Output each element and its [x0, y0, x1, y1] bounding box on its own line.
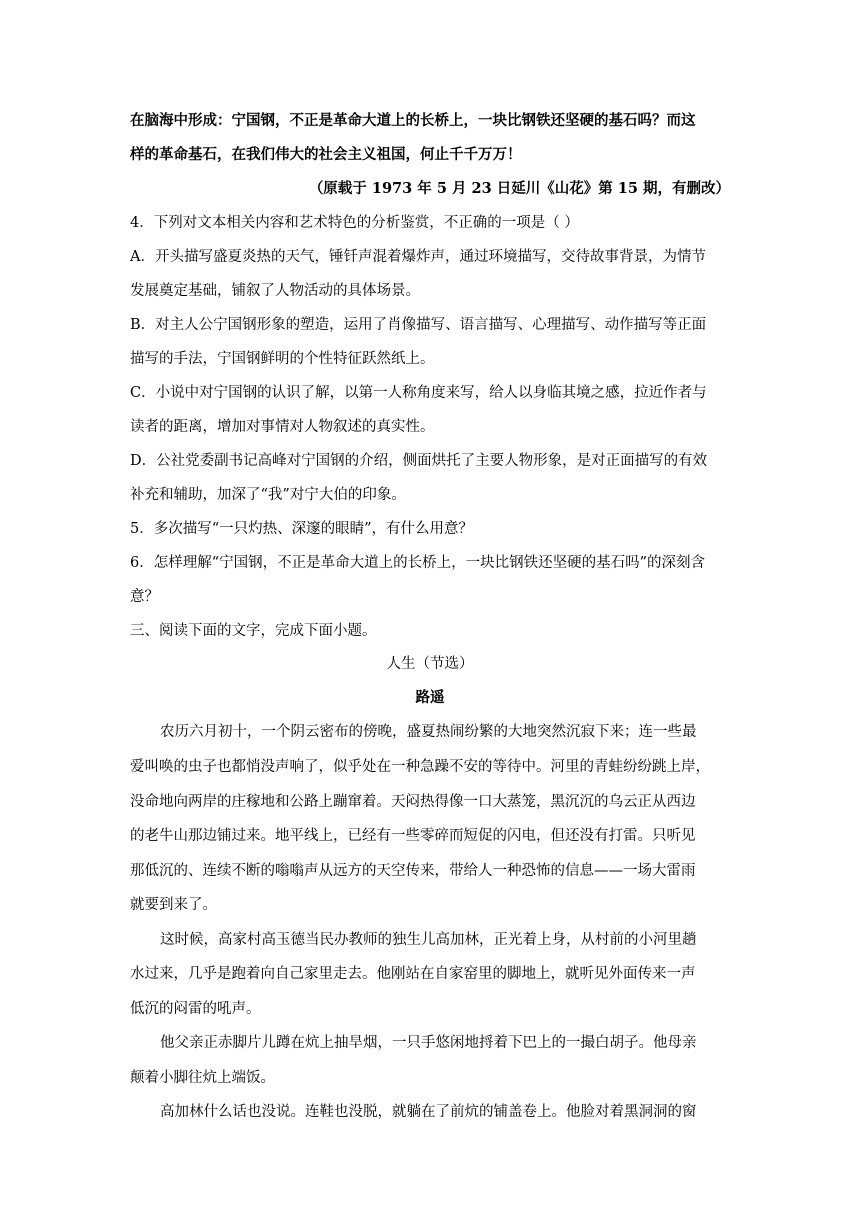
question-4-option-a-line-2: 发展奠定基础，铺叙了人物活动的具体场景。 — [130, 283, 420, 299]
paragraph-3-line-2: 颠着小脚往炕上端饭。 — [130, 1070, 275, 1086]
question-4-option-d-line-1: D．公社党委副书记高峰对宁国钢的介绍，侧面烘托了主要人物形象，是对正面描写的有效 — [130, 453, 708, 469]
question-4-stem: 4．下列对文本相关内容和艺术特色的分析鉴赏，不正确的一项是（ ） — [130, 215, 579, 231]
question-6-line-1: 6．怎样理解“宁国钢，不正是革命大道上的长桥上，一块比钢铁还坚硬的基石吗”的深刻含 — [130, 555, 706, 571]
paragraph-1-line-5: 那低沉的、连续不断的嗡嗡声从远方的天空传来，带给人一种恐怖的信息——一场大雷雨 — [130, 863, 696, 879]
question-4-option-b-line-1: B．对主人公宁国钢形象的塑造，运用了肖像描写、语言描写、心理描写、动作描写等正面 — [130, 317, 707, 333]
paragraph-3-line-1: 他父亲正赤脚片儿蹲在炕上抽旱烟，一只手悠闲地捋着下巴上的一撮白胡子。他母亲 — [160, 1035, 697, 1051]
question-4-option-d-line-2: 补充和辅助，加深了“我”对宁大伯的印象。 — [130, 487, 406, 503]
paragraph-1-line-6: 就要到来了。 — [130, 897, 217, 913]
question-6-line-2: 意？ — [130, 589, 159, 605]
paragraph-1-line-4: 的老牛山那边铺过来。地平线上，已经有一些零碎而短促的闪电，但还没有打雷。只听见 — [130, 828, 696, 844]
paragraph-2-line-2: 水过来，几乎是跑着向自己家里走去。他刚站在自家窑里的脚地上，就听见外面传来一声 — [130, 966, 696, 982]
question-4-option-c-line-1: C．小说中对宁国钢的认识了解，以第一人称角度来写，给人以身临其境之感，拉近作者与 — [130, 385, 707, 401]
paragraph-1-line-2: 爱叫唤的虫子也都悄没声响了，似乎处在一种急躁不安的等待中。河里的青蛙纷纷跳上岸， — [130, 759, 710, 775]
source-note: （原载于 1973 年 5 月 23 日延川《山花》第 15 期，有删改） — [308, 180, 730, 197]
paragraph-2-line-3: 低沉的闷雷的吼声。 — [130, 1001, 261, 1017]
paragraph-4-line-1: 高加林什么话也没说。连鞋也没脱，就躺在了前炕的铺盖卷上。他脸对着黑洞洞的窗 — [160, 1104, 697, 1120]
passage-tail-line-2: 样的革命基石，在我们伟大的社会主义祖国，何止千千万万！ — [130, 146, 522, 163]
story-title: 人生（节选） — [386, 656, 474, 672]
paragraph-1-line-1: 农历六月初十，一个阴云密布的傍晚，盛夏热闹纷繁的大地突然沉寂下来；连一些最 — [160, 724, 697, 740]
question-4-option-c-line-2: 读者的距离，增加对事情对人物叙述的真实性。 — [130, 419, 435, 435]
story-author: 路遥 — [415, 689, 445, 706]
question-5: 5．多次描写“一只灼热、深邃的眼睛”，有什么用意？ — [130, 521, 474, 537]
question-4-option-a-line-1: A．开头描写盛夏炎热的天气，锤钎声混着爆炸声，通过环境描写，交待故事背景，为情节 — [130, 249, 706, 265]
passage-tail-line-1: 在脑海中形成：宁国钢，不正是革命大道上的长桥上，一块比钢铁还坚硬的基石吗？而这 — [130, 112, 696, 129]
paragraph-2-line-1: 这时候，高家村高玉德当民办教师的独生儿高加林，正光着上身，从村前的小河里趟 — [160, 932, 697, 948]
question-4-option-b-line-2: 描写的手法，宁国钢鲜明的个性特征跃然纸上。 — [130, 351, 435, 367]
paragraph-1-line-3: 没命地向两岸的庄稼地和公路上蹦窜着。天闷热得像一口大蒸笼，黑沉沉的乌云正从西边 — [130, 794, 696, 810]
section-three-heading: 三、阅读下面的文字，完成下面小题。 — [130, 623, 377, 639]
